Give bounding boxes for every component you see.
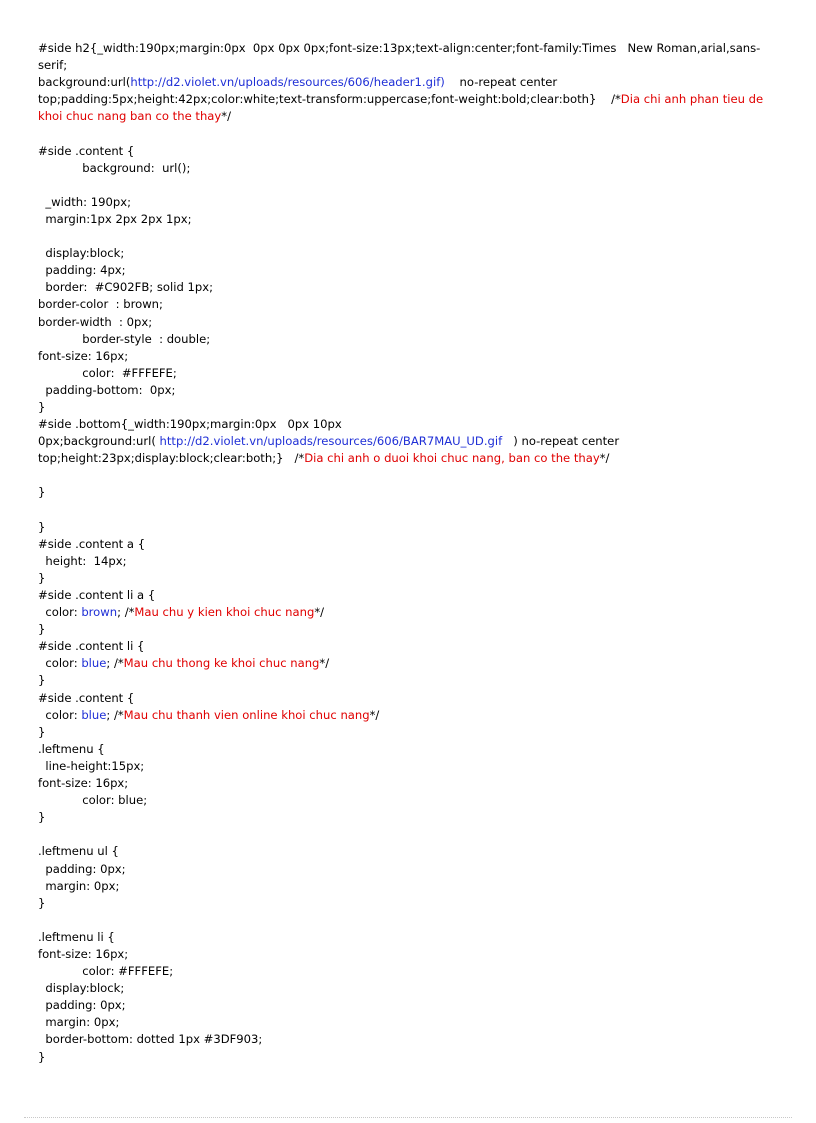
code-text: border-bottom: dotted 1px #3DF903;	[38, 1032, 263, 1047]
code-text: }	[38, 1049, 46, 1064]
code-text: .leftmenu {	[38, 741, 105, 756]
code-text: }	[38, 895, 46, 910]
code-line	[38, 108, 778, 125]
code-comment: Dia chi anh o duoi khoi chuc nang, ban co the thay	[304, 451, 600, 466]
code-line	[38, 245, 778, 262]
code-text: #side .content {	[38, 143, 135, 158]
code-text: font-size: 16px;	[38, 776, 129, 791]
code-text: border: #C902FB; solid 1px;	[38, 280, 213, 295]
code-text: */	[314, 605, 325, 620]
code-line	[38, 194, 778, 211]
code-text: .leftmenu li {	[38, 929, 115, 944]
code-line	[38, 587, 778, 604]
code-text: ; /*	[106, 707, 124, 722]
code-line	[38, 672, 778, 689]
code-text: background:url(	[38, 75, 131, 90]
code-text: color: blue;	[38, 793, 148, 808]
code-line	[38, 997, 778, 1014]
code-text: #side .content a {	[38, 536, 146, 551]
code-text: }	[38, 724, 46, 739]
code-text: margin:1px 2px 2px 1px;	[38, 211, 192, 226]
code-line	[38, 484, 778, 501]
code-text: */	[369, 707, 380, 722]
code-line	[38, 450, 778, 467]
code-text: display:block;	[38, 981, 125, 996]
code-text: serif;	[38, 58, 68, 73]
code-comment: Mau chu thanh vien online khoi chuc nang	[123, 707, 370, 722]
code-line	[38, 57, 778, 74]
code-text: color:	[38, 656, 82, 671]
code-line	[38, 758, 778, 775]
code-line	[38, 638, 778, 655]
code-url-link[interactable]: http://d2.violet.vn/uploads/resources/606/header1.gif)	[130, 75, 445, 90]
code-line	[38, 314, 778, 331]
blank-line	[38, 912, 778, 929]
code-line	[38, 604, 778, 621]
code-text: top;padding:5px;height:42px;color:white;text-transform:uppercase;font-weight:bold;clear:both} /*	[38, 92, 621, 107]
code-line	[38, 348, 778, 365]
code-text: #side .bottom{_width:190px;margin:0px 0px 10px	[38, 417, 342, 432]
code-text: no-repeat center	[444, 75, 558, 90]
blank-line	[38, 177, 778, 194]
code-color-value: blue	[81, 656, 107, 671]
code-text: font-size: 16px;	[38, 946, 129, 961]
code-text: height: 14px;	[38, 553, 127, 568]
code-line	[38, 655, 778, 672]
code-comment: Mau chu y kien khoi chuc nang	[134, 605, 315, 620]
code-line	[38, 160, 778, 177]
code-url-link[interactable]: http://d2.violet.vn/uploads/resources/606/BAR7MAU_UD.gif	[159, 434, 503, 449]
code-text: ; /*	[117, 605, 135, 620]
code-line	[38, 621, 778, 638]
code-text: }	[38, 673, 46, 688]
code-line	[38, 331, 778, 348]
code-text: #side .content li {	[38, 639, 145, 654]
code-line	[38, 707, 778, 724]
code-text: }	[38, 810, 46, 825]
code-text: top;height:23px;display:block;clear:both;} /*	[38, 451, 305, 466]
code-text: ; /*	[106, 656, 124, 671]
css-code-document	[38, 40, 778, 1066]
code-text: padding: 0px;	[38, 861, 126, 876]
code-text: }	[38, 399, 46, 414]
code-line	[38, 553, 778, 570]
code-text: }	[38, 519, 46, 534]
code-line	[38, 861, 778, 878]
code-text: color: #FFFEFE;	[38, 964, 174, 979]
code-text: border-width : 0px;	[38, 314, 153, 329]
code-text: padding: 4px;	[38, 263, 126, 278]
code-text: line-height:15px;	[38, 758, 145, 773]
code-color-value: brown	[81, 605, 118, 620]
code-text: ) no-repeat center	[502, 434, 620, 449]
code-line	[38, 399, 778, 416]
code-line	[38, 1031, 778, 1048]
code-text: .leftmenu ul {	[38, 844, 119, 859]
code-text: display:block;	[38, 246, 125, 261]
code-line	[38, 40, 778, 57]
blank-line	[38, 467, 778, 484]
code-line	[38, 792, 778, 809]
code-line	[38, 946, 778, 963]
code-text: }	[38, 622, 46, 637]
blank-line	[38, 502, 778, 519]
code-line	[38, 91, 778, 108]
code-line	[38, 536, 778, 553]
code-line	[38, 296, 778, 313]
code-text: color:	[38, 605, 82, 620]
code-text: */	[319, 656, 330, 671]
code-comment: Dia chi anh phan tieu de	[620, 92, 764, 107]
code-text: */	[221, 109, 231, 124]
code-text: 0px;background:url(	[38, 434, 160, 449]
code-line	[38, 929, 778, 946]
code-text: color:	[38, 707, 82, 722]
blank-line	[38, 228, 778, 245]
code-line	[38, 690, 778, 707]
code-line	[38, 416, 778, 433]
code-text: padding: 0px;	[38, 998, 126, 1013]
code-line	[38, 365, 778, 382]
blank-line	[38, 826, 778, 843]
code-text: color: #FFFEFE;	[38, 365, 177, 380]
code-line	[38, 963, 778, 980]
code-line	[38, 843, 778, 860]
page-bottom-divider	[24, 1117, 792, 1118]
code-line	[38, 741, 778, 758]
code-text: margin: 0px;	[38, 1015, 120, 1030]
code-text: #side .content {	[38, 690, 135, 705]
code-comment: Mau chu thong ke khoi chuc nang	[123, 656, 320, 671]
code-line	[38, 1049, 778, 1066]
code-line	[38, 570, 778, 587]
code-line	[38, 878, 778, 895]
code-text: */	[599, 451, 610, 466]
code-text: margin: 0px;	[38, 878, 120, 893]
code-line	[38, 382, 778, 399]
code-text: background: url();	[38, 160, 191, 175]
code-line	[38, 895, 778, 912]
code-comment: khoi chuc nang ban co the thay	[38, 109, 222, 124]
code-line	[38, 262, 778, 279]
code-text: #side h2{_width:190px;margin:0px 0px 0px 0px;font-size:13px;text-align:center;font-family:Times New Roman,arial,sans-	[38, 41, 761, 55]
code-line	[38, 809, 778, 826]
code-line	[38, 74, 778, 91]
code-line	[38, 980, 778, 997]
code-text: }	[38, 485, 46, 500]
code-text: }	[38, 570, 46, 585]
code-line	[38, 433, 778, 450]
code-line	[38, 519, 778, 536]
blank-line	[38, 125, 778, 142]
code-line	[38, 1014, 778, 1031]
code-text: #side .content li a {	[38, 588, 156, 602]
code-text: padding-bottom: 0px;	[38, 382, 176, 397]
code-line	[38, 211, 778, 228]
code-text: border-style : double;	[38, 331, 211, 346]
code-line	[38, 143, 778, 160]
code-text: border-color : brown;	[38, 297, 163, 312]
code-line	[38, 775, 778, 792]
code-color-value: blue	[81, 707, 107, 722]
code-line	[38, 724, 778, 741]
code-text: _width: 190px;	[38, 194, 131, 209]
code-line	[38, 279, 778, 296]
code-text: font-size: 16px;	[38, 348, 129, 363]
